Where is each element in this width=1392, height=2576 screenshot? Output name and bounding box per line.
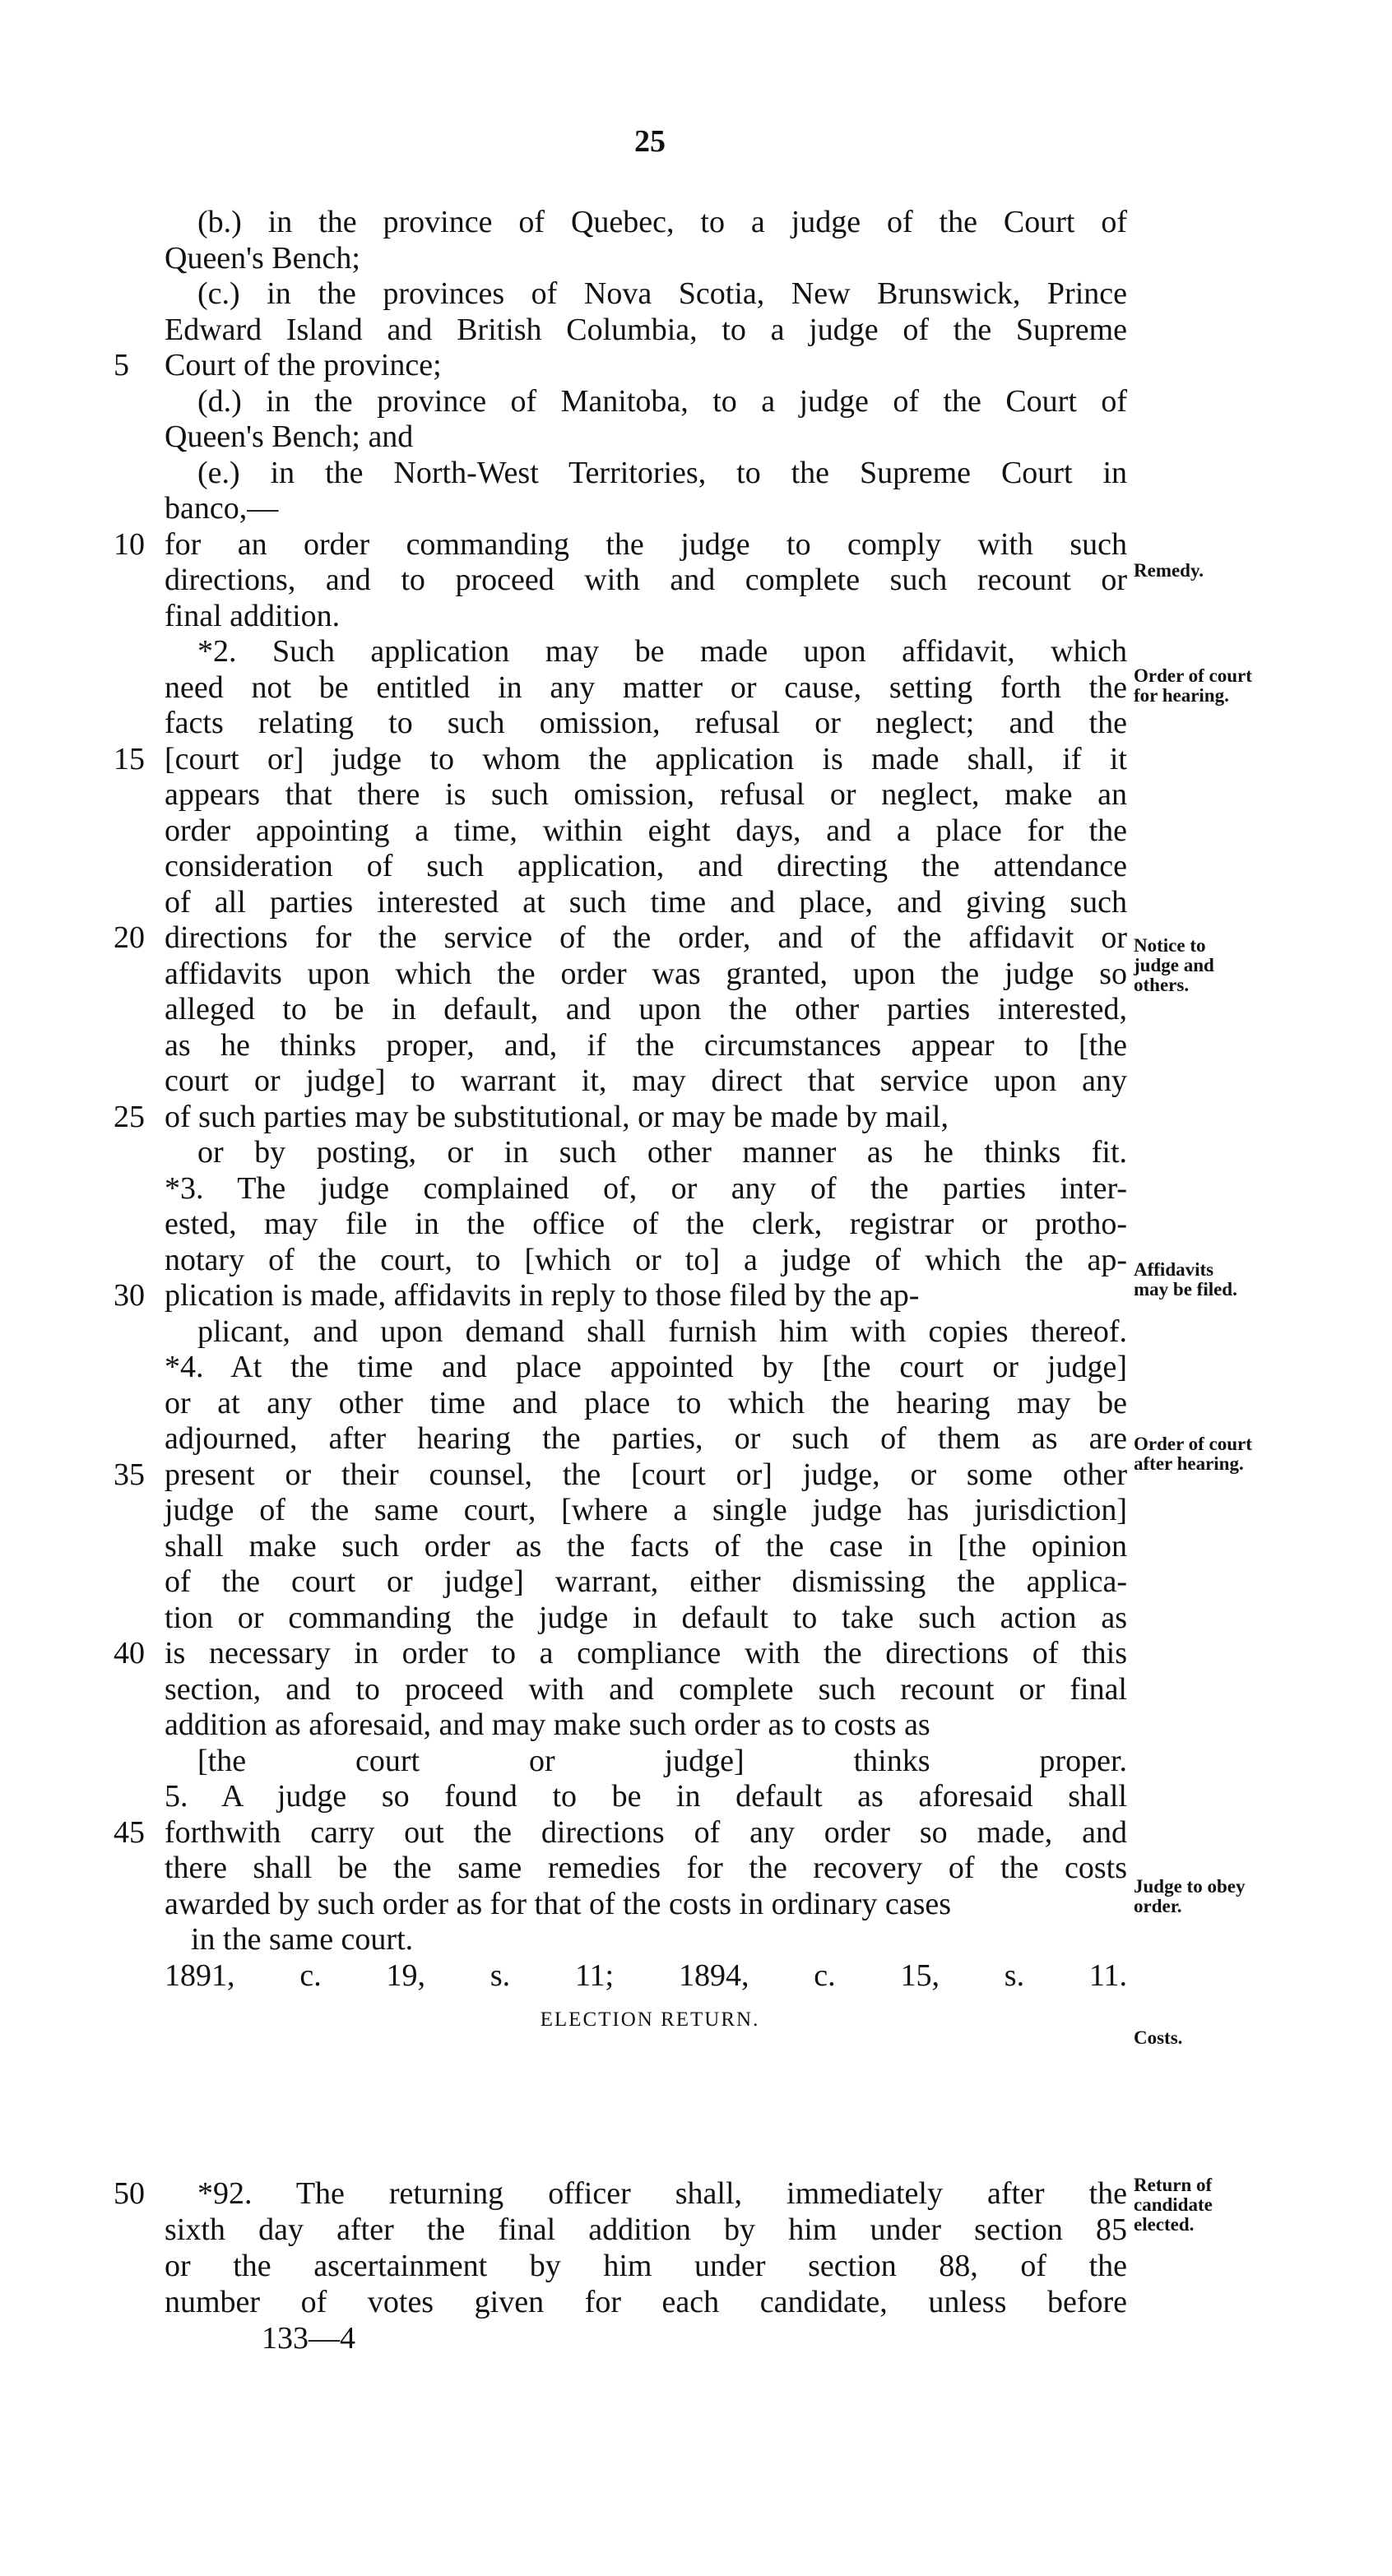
text-line: *4. At the time and place appointed by [the court or judge] (165, 1350, 1127, 1384)
line-number: 50 (114, 2176, 145, 2211)
line-number: 25 (114, 1099, 145, 1134)
text-line: facts relating to such omission, refusal or neglect; and the (165, 706, 1127, 740)
text-line: of all parties interested at such time and place, and giving such (165, 884, 1127, 920)
text-line: (b.) in the province of Quebec, to a judge of the Court of (197, 205, 1127, 239)
text-line: awarded by such order as for that of the costs in ordinary cases (165, 1886, 952, 1921)
text-line: plication is made, affidavits in reply to those filed by the ap- (165, 1278, 920, 1313)
text-line: order appointing a time, within eight days, and a place for the (165, 813, 1127, 848)
line-number: 10 (114, 526, 145, 562)
text-line: addition as aforesaid, and may make such order as to costs as (165, 1707, 930, 1742)
text-line: *2. Such application may be made upon affidavit, which (197, 634, 1127, 669)
text-line: final addition. (165, 598, 341, 633)
text-line: for an order commanding the judge to comply with such (165, 526, 1127, 562)
text-line: shall make such order as the facts of the case in [the opinion (165, 1528, 1127, 1564)
text-line: judge of the same court, [where a single judge has jurisdiction] (165, 1493, 1127, 1527)
text-line: tion or commanding the judge in default to take such action as (165, 1600, 1127, 1635)
text-line: need not be entitled in any matter or cause, setting forth the (165, 669, 1127, 705)
text-line: (c.) in the provinces of Nova Scotia, New Brunswick, Prince (197, 276, 1127, 311)
text-line: court or judge] to warrant it, may direct that service upon any (165, 1063, 1127, 1098)
text-line: or at any other time and place to which the hearing may be (165, 1385, 1127, 1420)
text-line: is necessary in order to a compliance with the directions of this (165, 1636, 1127, 1670)
text-line: of the court or judge] warrant, either dismissing the applica- (165, 1564, 1127, 1599)
margin-note: Order of court after hearing. (1134, 1434, 1252, 1474)
text-line: or by posting, or in such other manner as he thinks fit. (197, 1135, 1127, 1170)
text-line: *3. The judge complained of, or any of the parties inter- (165, 1170, 1127, 1206)
line-number: 30 (114, 1278, 145, 1313)
margin-note: Judge to obey order. (1134, 1876, 1246, 1916)
text-line: notary of the court, to [which or to] a judge of which the ap- (165, 1242, 1127, 1277)
line-number: 45 (114, 1814, 145, 1850)
text-line: ested, may file in the office of the clerk, registrar or protho- (165, 1207, 1127, 1241)
text-line: forthwith carry out the directions of any order so made, and (165, 1814, 1127, 1850)
text-line: Queen's Bench; and (165, 419, 414, 454)
text-line: affidavits upon which the order was granted, upon the judge so (165, 956, 1127, 991)
text-line: adjourned, after hearing the parties, or such of them as are (165, 1421, 1127, 1456)
text-line: there shall be the same remedies for the recovery of the costs (165, 1851, 1127, 1885)
margin-note: Costs. (1134, 2027, 1183, 2048)
text-line: alleged to be in default, and upon the other parties interested, (165, 992, 1127, 1026)
text-line: in the same court. (191, 1922, 414, 1957)
text-line: directions for the service of the order, and of the affidavit or (165, 920, 1127, 955)
text-line: Queen's Bench; (165, 240, 360, 276)
text-line: as he thinks proper, and, if the circumstances appear to [the (165, 1027, 1127, 1063)
line-number: 35 (114, 1457, 145, 1492)
text-line: section, and to proceed with and complete such recount or final (165, 1671, 1127, 1707)
line-number: 5 (114, 348, 129, 382)
margin-note: Return of candidate elected. (1134, 2175, 1213, 2235)
text-line: present or their counsel, the [court or] judge, or some other (165, 1457, 1127, 1492)
text-line: [court or] judge to whom the application is made shall, if it (165, 741, 1127, 776)
text-line: appears that there is such omission, refusal or neglect, make an (165, 777, 1127, 812)
text-line: plicant, and upon demand shall furnish him with copies thereof. (197, 1313, 1127, 1349)
text-line: *92. The returning officer shall, immediately after the (197, 2176, 1127, 2211)
text-line: consideration of such application, and directing the attendance (165, 849, 1127, 883)
text-line: number of votes given for each candidate, unless before (165, 2285, 1127, 2319)
margin-note: Remedy. (1134, 560, 1204, 581)
text-line: (d.) in the province of Manitoba, to a judge of the Court of (197, 383, 1127, 419)
text-line: 133—4 (262, 2321, 355, 2356)
text-line: sixth day after the final addition by him under section 85 (165, 2212, 1127, 2247)
section-heading: ELECTION RETURN. (540, 2008, 760, 2031)
text-line: Court of the province; (165, 348, 442, 382)
margin-note: Affidavits may be filed. (1134, 1259, 1237, 1300)
page-number: 25 (634, 124, 666, 159)
text-line: 1891, c. 19, s. 11; 1894, c. 15, s. 11. (165, 1957, 1127, 1993)
line-number: 15 (114, 741, 145, 776)
text-line: of such parties may be substitutional, or may be made by mail, (165, 1099, 949, 1134)
line-number: 40 (114, 1636, 145, 1670)
text-line: (e.) in the North-West Territories, to the Supreme Court in (197, 455, 1127, 490)
margin-note: Notice to judge and others. (1134, 935, 1214, 995)
text-line: Edward Island and British Columbia, to a judge of the Supreme (165, 312, 1127, 347)
text-line: banco,— (165, 491, 279, 526)
text-line: or the ascertainment by him under section 88, of the (165, 2249, 1127, 2283)
text-line: directions, and to proceed with and complete such recount or (165, 563, 1127, 597)
text-line: 5. A judge so found to be in default as aforesaid shall (165, 1779, 1127, 1814)
margin-note: Order of court for hearing. (1134, 665, 1252, 706)
text-line: [the court or judge] thinks proper. (197, 1743, 1127, 1778)
line-number: 20 (114, 920, 145, 955)
